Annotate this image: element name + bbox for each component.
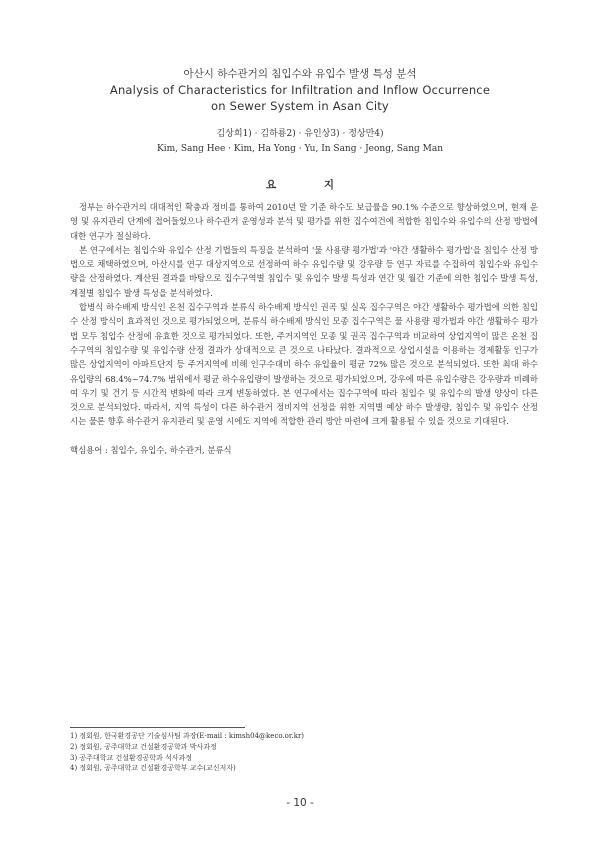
title-english-line1: Analysis of Characteristics for Infiltration and Inflow Occurrence <box>109 83 491 97</box>
authors-korean: 김상희1) · 김하룡2) · 유인상3) · 정상만4) <box>216 129 384 139</box>
abstract-paragraph-3: 합병식 하수배제 방식인 온천 집수구역과 분류식 하수배제 방식인 권곡 및 실옥 집수구역은 야간 생활하수 평가법에 의한 침입수 산정 방식이 효과적인 것으로 평가되었으며, 분류식 하수배제 방식인 모종 집수구역은 물 사용량 평가법과 야간 생활하수 평가법 모두 침입수 산정에 유효한 것으로 평가되었다. 또한, 주거지역인 모종 및 권곡 집수구역과 비교하여 상업지역이 많은 온천 집수구역의 침입수량 및 유입수량 산정 결과가 상대적으로 큰 것으로 나타났다. 결과적으로 상업시설을 이용하는 경제활동 인구가 많은 상업지역이 아파트단지 등 주거지역에 비해 인구수대비 하수 유입율이 평균 72% 많은 것으로 분석되었다. 또한 최대 하수유입량의 68.4%~74.7% 범위에서 평균 하수유입량이 발생하는 것으로 평가되었으며, 강우에 따른 유입수량은 강우량과 비례하여 우기 및 건기 등 시간적 변화에 따라 크게 변동하였다. 본 연구에서는 집수구역에 따라 침입수 및 유입수의 발생 양상이 다른 것으로 분석되었다. 따라서, 지역 특성이 다른 하수관거 정비지역 선정을 위한 지역별 예상 하수 발생량, 침입수 및 유입수 산정 시는 물론 향후 하수관거 유지관리 및 운영 시에도 지역에 적합한 관리 방안 마련에 크게 활용될 수 있을 것으로 기대된다. <box>70 302 538 427</box>
footnote-2: 2) 정회원, 공주대학교 건설환경공학과 박사과정 <box>70 742 217 751</box>
abstract-heading: 요 지 <box>266 179 356 191</box>
title-english-line2: on Sewer System in Asan City <box>211 99 389 113</box>
abstract-paragraph-2: 본 연구에서는 침입수와 유입수 산정 기법들의 특징을 분석하여 '물 사용량 평가법'과 '야간 생활하수 평가법'을 침입수 산정 방법으로 채택하였으며, 아산시를 연구 대상지역으로 선정하여 하수 유입수량 및 강우량 등 연구 자료를 수집하여 침입수와 유입수량을 산정하였다. 계산된 결과를 바탕으로 집수구역별 침입수 및 유입수 발생 특성과 연간 및 월간 기준에 의한 침입수 발생 특성, 계절별 침입수 발생 특성을 분석하였다. <box>70 244 538 298</box>
footnote-divider <box>70 727 245 728</box>
abstract-paragraph-1: 정부는 하수관거의 대대적인 확충과 정비를 통하여 2010년 말 기준 하수도 보급률을 90.1% 수준으로 향상하였으며, 현재 운영 및 유지관리 단계에 접어들었으나 하수관거 운영성과 분석 및 평가를 위한 집수여건에 적합한 침입수와 유입수의 산정 방법에 대한 연구가 절실하다. <box>70 202 538 241</box>
abstract-body <box>70 200 538 429</box>
footnote-4: 4) 정회원, 공주대학교 건설환경공학부 교수(교신저자) <box>70 764 236 773</box>
title-korean: 아산시 하수관거의 침입수와 유입수 발생 특성 분석 <box>183 68 417 80</box>
footnotes <box>70 731 540 774</box>
authors-english: Kim, Sang Hee · Kim, Ha Yong · Yu, In Sang · Jeong, Sang Man <box>156 144 444 154</box>
title-block <box>0 66 600 114</box>
footnote-1: 1) 정회원, 한국환경공단 기술심사팀 과장(E-mail : kimsh04@keco.or.kr) <box>70 732 305 740</box>
authors <box>0 127 600 157</box>
page-number: - 10 - <box>286 797 314 809</box>
footnote-3: 3) 공주대학교 건설환경공학과 석사과정 <box>70 753 193 762</box>
keywords: 핵심용어 : 침입수, 유입수, 하수관거, 분류식 <box>70 445 232 455</box>
